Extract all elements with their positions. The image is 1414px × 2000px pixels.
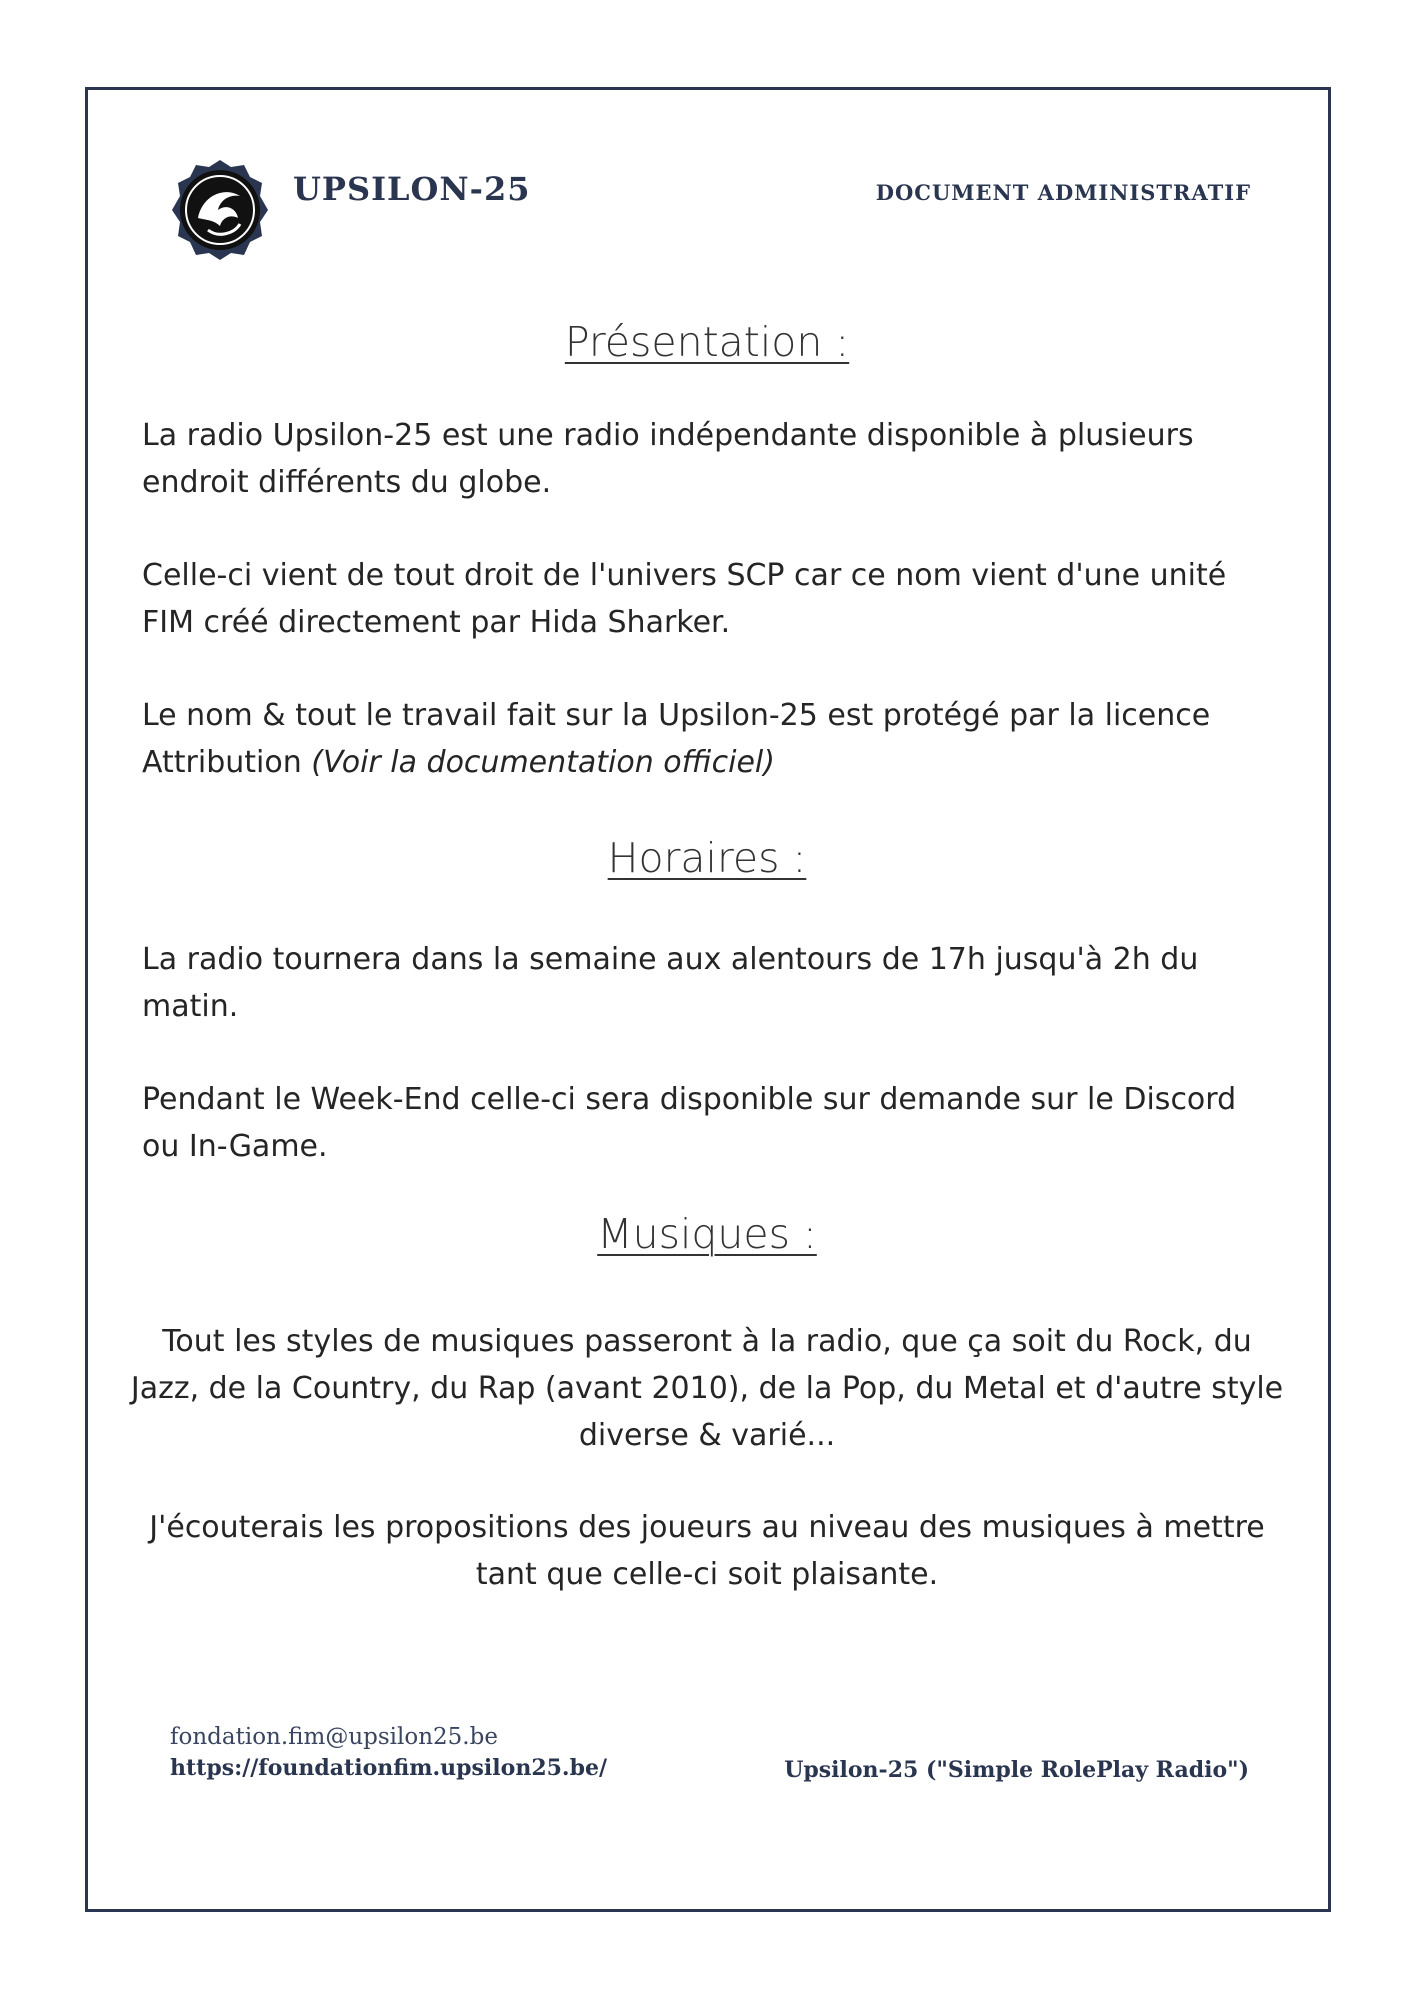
musiques-heading: Musiques : xyxy=(597,1210,817,1258)
brand-name: UPSILON-25 xyxy=(293,170,531,208)
license-note: (Voir la documentation officiel) xyxy=(311,745,775,780)
horaires-heading: Horaires : xyxy=(607,834,807,882)
horaires-paragraph-1: La radio tournera dans la semaine aux alentours de 17h jusqu'à 2h du matin. xyxy=(142,942,1199,1024)
presentation-paragraph-3 xyxy=(142,692,1282,786)
phoenix-seal-icon xyxy=(168,158,272,262)
horaires-paragraph-2: Pendant le Week-End celle-ci sera disponible sur demande sur le Discord ou In-Game. xyxy=(142,1082,1237,1164)
license-text: Le nom & tout le travail fait sur la Upsilon-25 est protégé par la licence Attribution xyxy=(142,698,1211,780)
presentation-paragraph-1: La radio Upsilon-25 est une radio indépendante disponible à plusieurs endroit différents du globe. xyxy=(142,418,1194,500)
footer-tagline: Upsilon-25 ("Simple RolePlay Radio") xyxy=(784,1757,1249,1783)
presentation-heading: Présentation : xyxy=(564,318,850,366)
musiques-paragraph-2: J'écouterais les propositions des joueurs au niveau des musiques à mettre tant que celle-ci soit plaisante. xyxy=(149,1510,1265,1592)
contact-email[interactable]: fondation.fim@upsilon25.be xyxy=(170,1724,498,1750)
presentation-paragraph-2: Celle-ci vient de tout droit de l'univers SCP car ce nom vient d'une unité FIM créé directement par Hida Sharker. xyxy=(142,558,1227,640)
document-type-label: DOCUMENT ADMINISTRATIF xyxy=(875,180,1251,205)
website-link[interactable]: https://foundationfim.upsilon25.be/ xyxy=(170,1755,608,1781)
musiques-paragraph-1: Tout les styles de musiques passeront à la radio, que ça soit du Rock, du Jazz, de la Country, du Rap (avant 2010), de la Pop, du Metal et d'autre style diverse & varié... xyxy=(130,1324,1284,1453)
